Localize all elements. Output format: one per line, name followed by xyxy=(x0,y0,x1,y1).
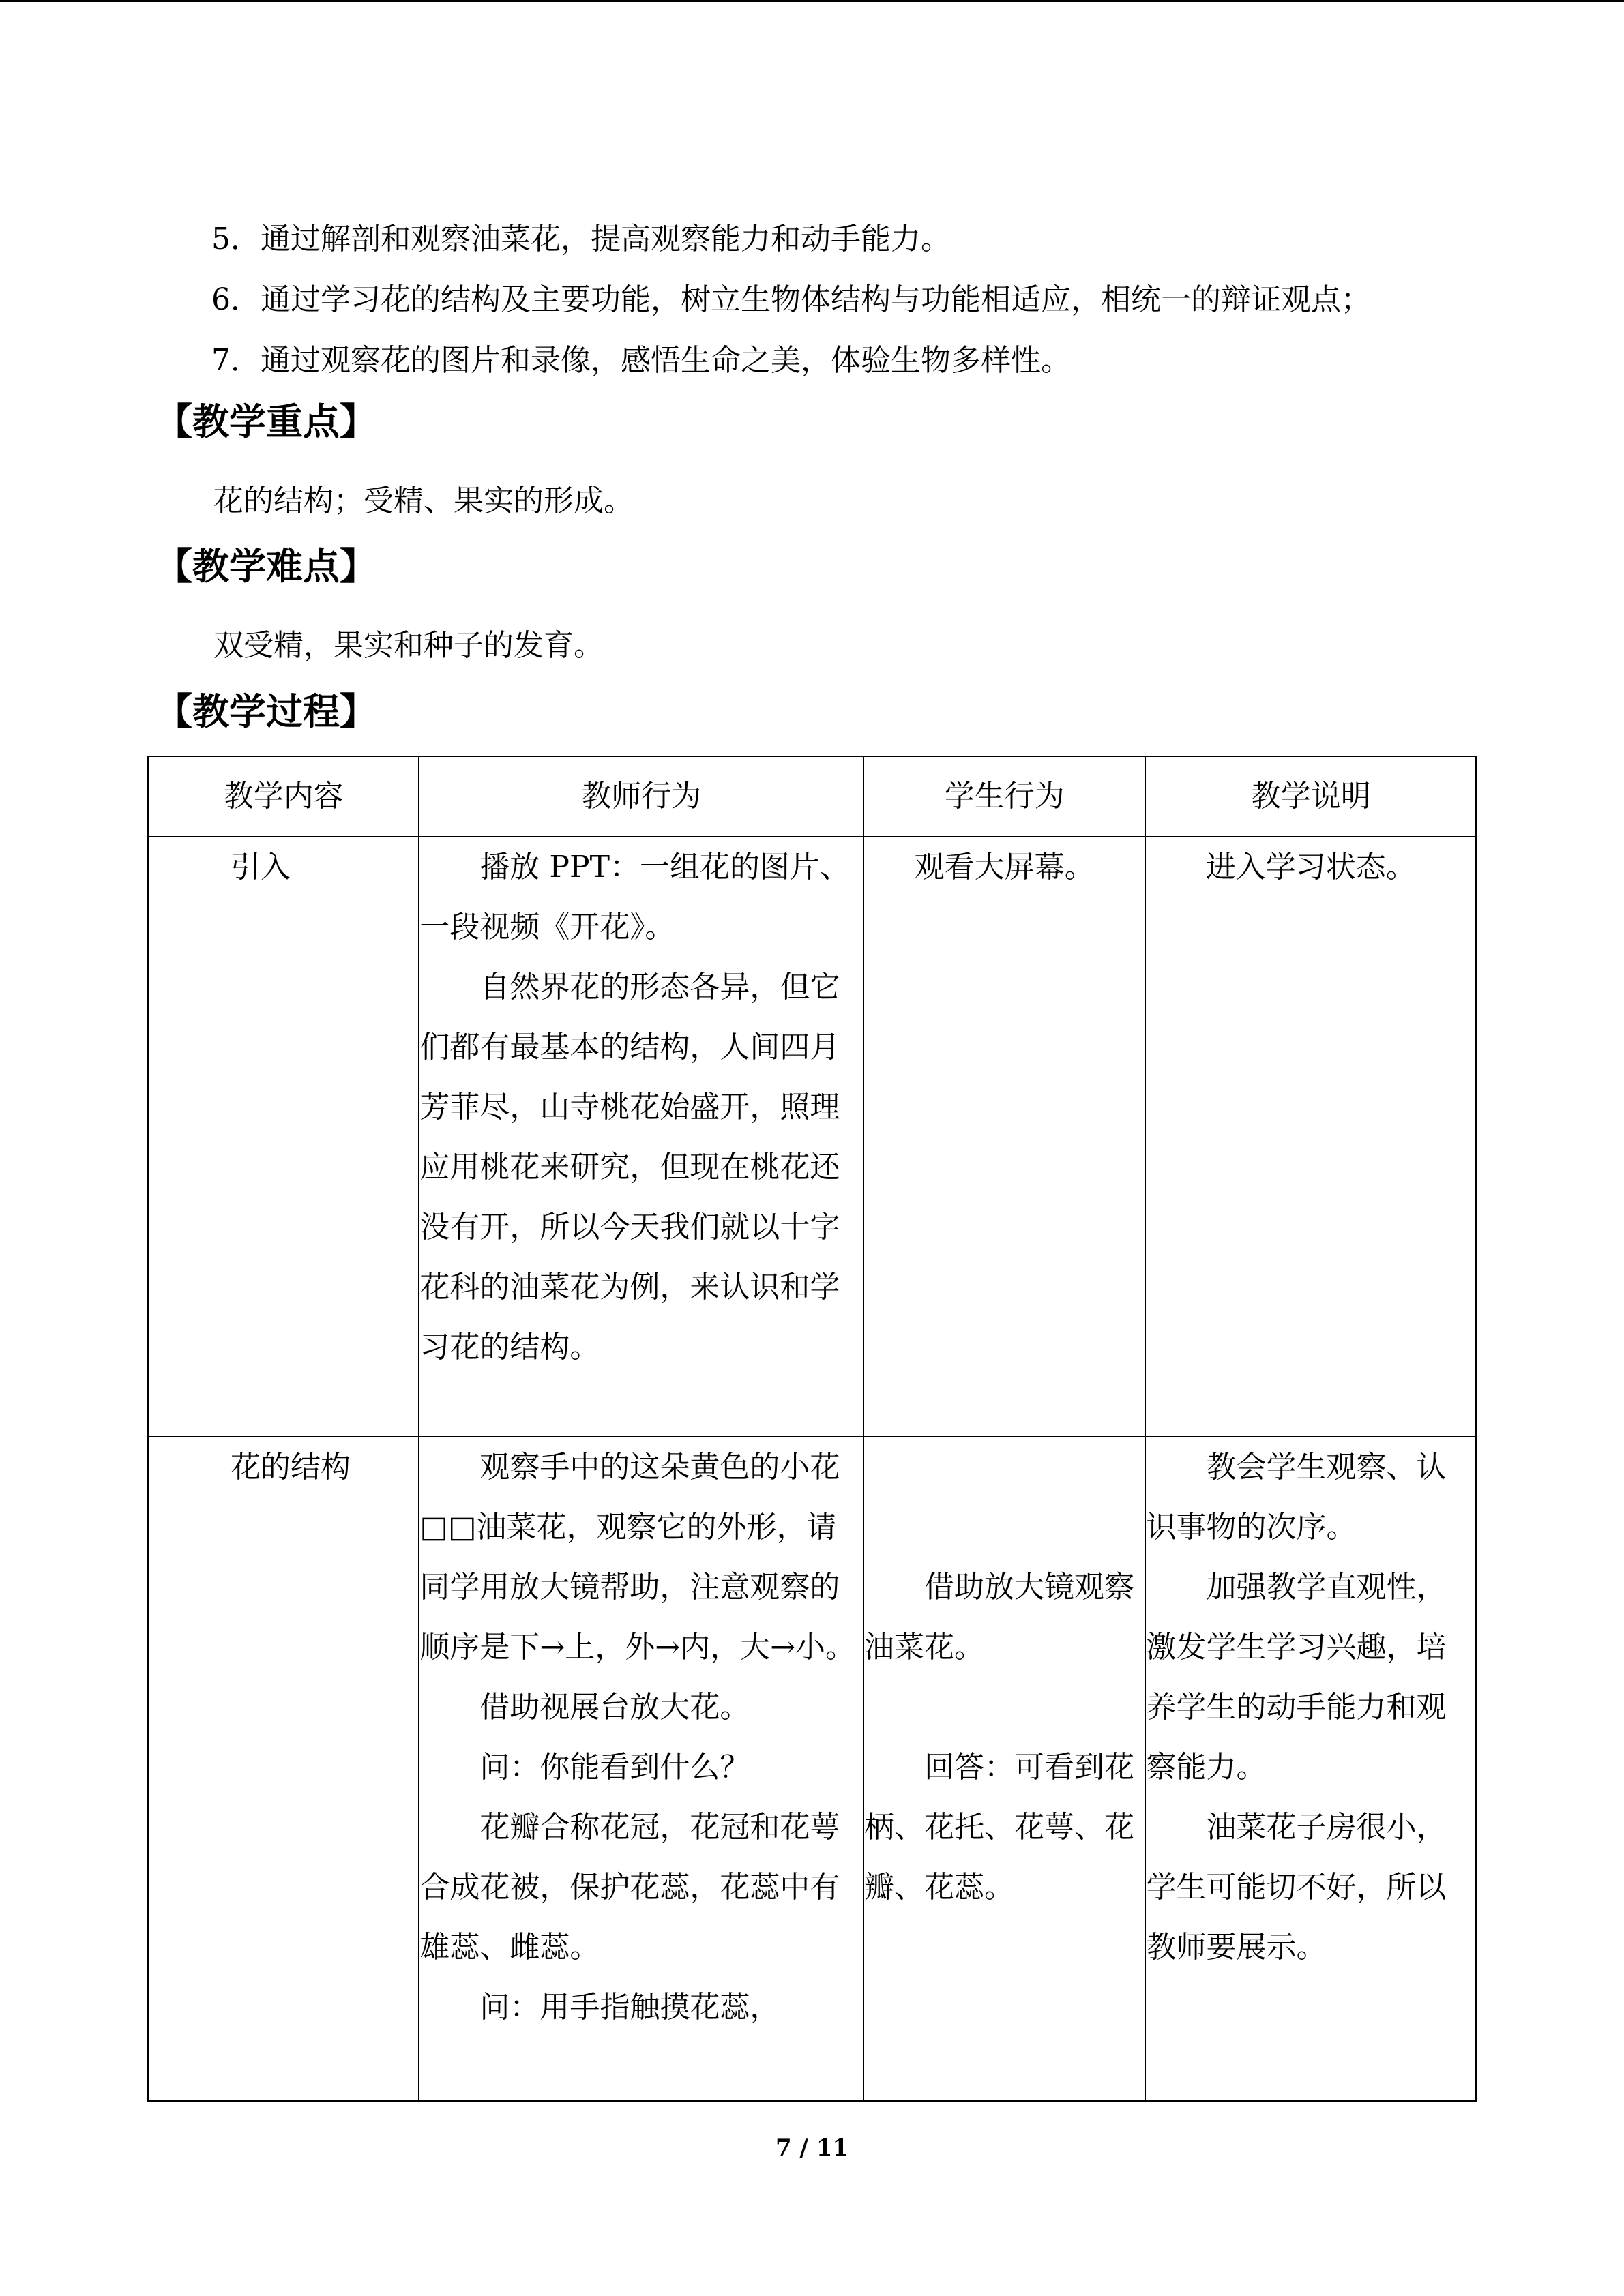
table-header-row xyxy=(148,756,1476,837)
objectives-list xyxy=(211,209,1507,391)
teacher-paragraph: 问：你能看到什么？ xyxy=(479,1750,750,1785)
student-paragraph: 回答：可看到花柄、花托、花萼、花瓣、花蕊。 xyxy=(864,1750,1135,1905)
cell-teacher xyxy=(419,1437,863,2101)
teaching-process-table xyxy=(147,756,1477,2102)
student-paragraph: 观看大屏幕。 xyxy=(914,850,1095,884)
teacher-paragraph: 观察手中的这朵黄色的小花□□油菜花，观察它的外形，请同学用放大镜帮助，注意观察的顺序是下→上，外→内，大→小。 xyxy=(419,1450,856,1665)
note-paragraph: 进入学习状态。 xyxy=(1205,850,1416,884)
header-student: 学生行为 xyxy=(863,756,1145,837)
content-label: 引入 xyxy=(231,850,291,884)
header-note: 教学说明 xyxy=(1145,756,1476,837)
page-number: 7 / 11 xyxy=(775,2134,849,2162)
cell-student xyxy=(863,837,1145,1437)
cell-content xyxy=(148,837,419,1437)
note-paragraph: 油菜花子房很小，学生可能切不好，所以教师要展示。 xyxy=(1146,1810,1447,1965)
cell-teacher xyxy=(419,837,863,1437)
note-paragraph: 加强教学直观性，激发学生学习兴趣，培养学生的动手能力和观察能力。 xyxy=(1146,1570,1447,1785)
difficulties-heading: 【教学难点】 xyxy=(156,544,377,588)
objective-item: 6．通过学习花的结构及主要功能，树立生物体结构与功能相适应，相统一的辩证观点； xyxy=(211,282,1371,317)
teacher-paragraph: 问：用手指触摸花蕊， xyxy=(479,1990,780,2025)
student-paragraph: 借助放大镜观察油菜花。 xyxy=(864,1570,1135,1665)
difficulties-text: 双受精，果实和种子的发育。 xyxy=(213,628,604,663)
key-points-heading: 【教学重点】 xyxy=(156,400,377,443)
note-paragraph: 教会学生观察、认识事物的次序。 xyxy=(1146,1450,1447,1545)
top-border-line xyxy=(0,0,1624,2)
teacher-paragraph: 自然界花的形态各异，但它们都有最基本的结构，人间四月芳菲尽，山寺桃花始盛开，照理应用桃花来研究，但现在桃花还没有开，所以今天我们就以十字花科的油菜花为例，来认识和学习花的结构。 xyxy=(419,970,840,1365)
teacher-paragraph: 借助视展台放大花。 xyxy=(479,1690,750,1725)
cell-student xyxy=(863,1437,1145,2101)
header-content: 教学内容 xyxy=(148,756,419,837)
key-points-text: 花的结构；受精、果实的形成。 xyxy=(213,483,634,518)
process-heading: 【教学过程】 xyxy=(156,689,377,733)
cell-note xyxy=(1145,837,1476,1437)
objective-item: 5．通过解剖和观察油菜花，提高观察能力和动手能力。 xyxy=(211,222,951,256)
content-label: 花的结构 xyxy=(231,1450,351,1485)
cell-note xyxy=(1145,1437,1476,2101)
objective-item: 7．通过观察花的图片和录像，感悟生命之美，体验生物多样性。 xyxy=(211,343,1071,378)
teacher-paragraph: 播放 PPT：一组花的图片、一段视频《开花》。 xyxy=(419,850,850,944)
table-row xyxy=(148,1437,1476,2101)
cell-content xyxy=(148,1437,419,2101)
teacher-paragraph: 花瓣合称花冠，花冠和花萼合成花被，保护花蕊，花蕊中有雄蕊、雌蕊。 xyxy=(419,1810,840,1965)
header-teacher: 教师行为 xyxy=(419,756,863,837)
table-row xyxy=(148,837,1476,1437)
